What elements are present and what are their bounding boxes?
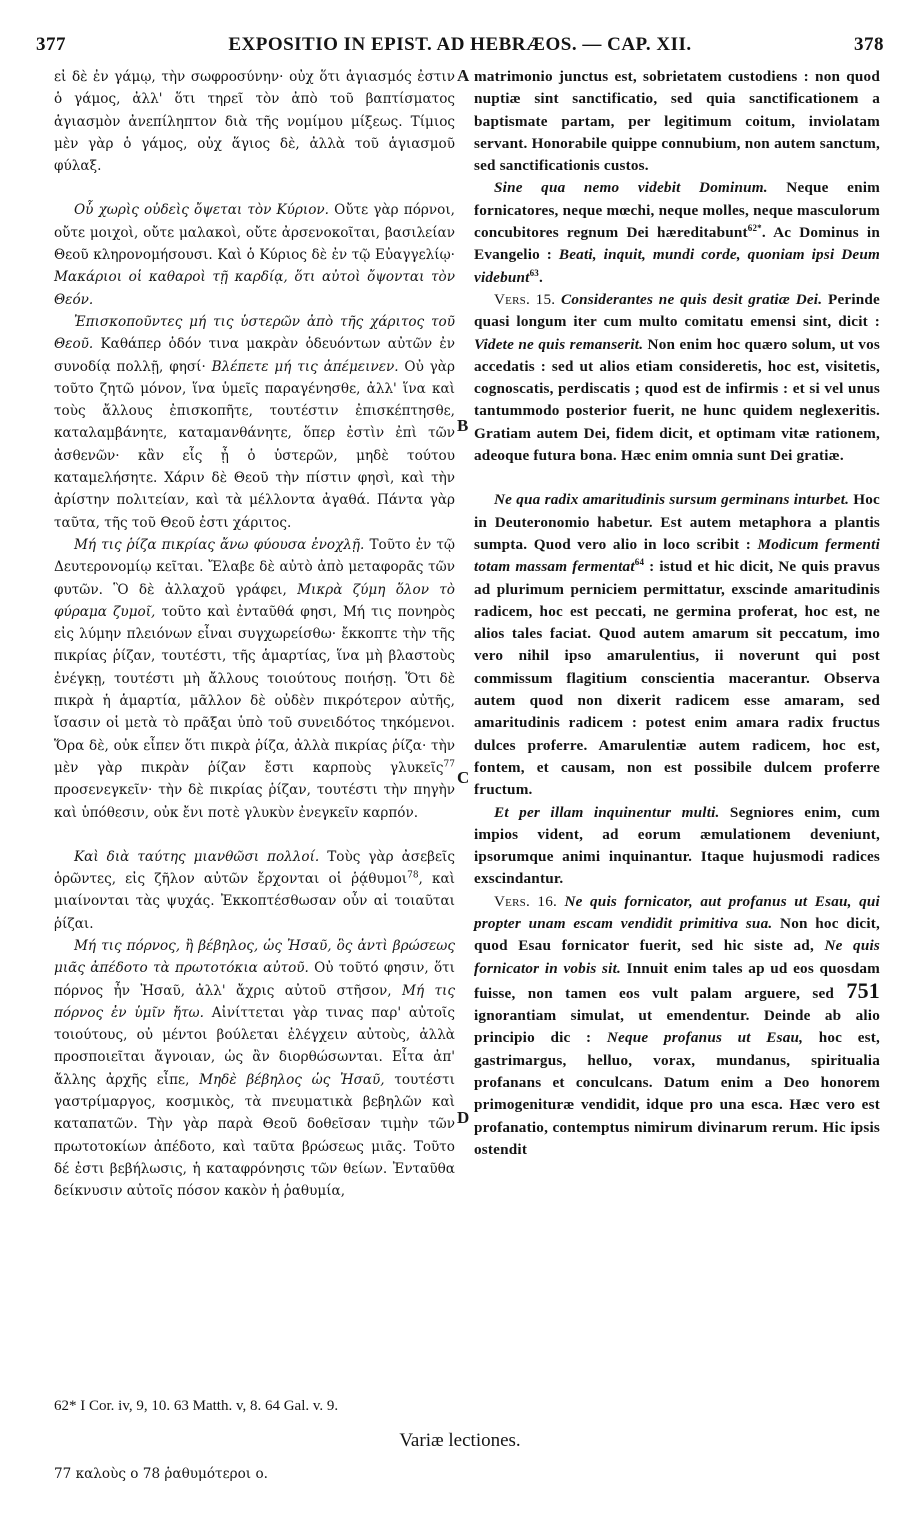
- latin-quote: Ne quis fornicator in vobis sit.: [474, 937, 880, 977]
- greek-paragraph: [54, 935, 455, 1203]
- latin-text: .: [539, 268, 544, 286]
- footnote-ref: 77: [443, 759, 455, 770]
- page-header: [36, 34, 884, 62]
- footnote-ref: 64: [634, 557, 645, 568]
- greek-text: Τοῦτο ἐν τῷ Δευτερονομίῳ κεῖται. Ἔλαβε δὲ αὐτὸ ἀπὸ μεταφορᾶς τῶν φυτῶν. Ὃ δὲ ἀλλαχοῦ γράφει,: [54, 536, 455, 598]
- greek-quote: Βλέπετε μή τις ἀπέμεινεν.: [211, 358, 399, 375]
- latin-quote: Videte ne quis remanserit.: [474, 335, 644, 353]
- greek-text: , καὶ μιαίνονται τὰς ψυχάς. Ἐκκοπτέσθωσαν οὖν αἱ τοιαῦται ῥίζαι.: [54, 871, 455, 932]
- footnote-ref: 78: [407, 870, 419, 881]
- greek-text: Τοὺς γὰρ ἀσεβεῖς ὁρῶντες, εἰς ζῆλον αὐτῶν ἔρχονται οἱ ῥᾴθυμοι: [54, 848, 455, 888]
- latin-text: Innuit enim tales ap ud eos quosdam fuisse, non tamen eos vult palam arguere, sed: [474, 959, 880, 1002]
- latin-text: . Ac Dominus in Evangelio :: [474, 224, 880, 264]
- greek-paragraph: [54, 534, 455, 824]
- margin-marker-b: B: [457, 416, 469, 435]
- verse-label: Vers. 15.: [494, 290, 556, 308]
- column-number: 751: [846, 977, 880, 1003]
- footnote-ref: 63: [529, 267, 540, 278]
- latin-lemma: Et per illam inquinentur multi.: [494, 803, 720, 821]
- greek-text: Οὐ τοῦτό φησιν, ὅτι πόρνος ἦν Ἠσαῦ, ἀλλ' ἄχρις αὐτοῦ στῆσον,: [54, 960, 455, 999]
- latin-text: Perinde quasi longum iter cum multo comitatu emensi sint, dicit :: [474, 290, 880, 331]
- greek-paragraph: [54, 199, 455, 310]
- latin-paragraph: [474, 177, 880, 288]
- greek-text: Οὔτε γὰρ πόρνοι, οὔτε μοιχοὶ, οὔτε μαλακοὶ, οὔτε ἀρσενοκοῖται, βασιλείαν Θεοῦ κληρονομήσουσι. Καὶ ὁ Κύριος δὲ ἐν τῷ Εὐαγγελίῳ·: [54, 202, 455, 264]
- latin-text: : istud et hic dicit, Ne quis pravus ad plurimum perniciem permittatur, exscinde amaritudinis radicem, hoc est peccati, ne germina proferat, hoc est, ne alios tales faciat. Quod autem amarum sit peccatum, imo vero nihil ipso amarulentius, ii noverunt qui post commissum flagitium conscientia macerantur. Observa autem quod non dixerit radicem esse amaram, sed amaritudinis radicem : potest enim amara radix fructus dulces proferre. Amarulentiæ autem radicem, hoc est, fontem, et causam, non est possibile dulcem proferre fructum.: [474, 558, 880, 799]
- latin-paragraph: matrimonio junctus est, sobrietatem custodiens : non quod nuptiæ sint sanctificatio, sed quia sanctificationem a baptismate partam, per legitimum coitum, inviolatam servant. Honorabile quippe connubium, non autem sanctum, sed sanctificationis custos.: [474, 68, 880, 175]
- greek-column: [54, 66, 455, 1203]
- latin-column: [474, 66, 880, 1161]
- latin-text: Non enim hoc quæro solum, ut vos accedatis : sed ut alios etiam consideretis, hoc est, visitetis, cognoscatis, perdiscatis ; quod est de infirmis : et si vel unus tantummodo posterior fuerit, ne hunc quidem neglexeritis. Gratiam autem Dei, fidem dicit, et optimam vitæ rationem, adeoque futura bona. Hæc enim omnia sunt Dei gratiæ.: [474, 335, 880, 465]
- latin-text: Segniores enim, cum impios vident, ad eorum æmulationem deveniunt, ipsorumque animi inquinantur. Itaque hujusmodi radices exscindantur.: [474, 803, 880, 888]
- footnotes: 62* I Cor. iv, 9, 10. 63 Matth. v, 8. 64 Gal. v. 9.: [54, 1398, 339, 1414]
- greek-paragraph: [54, 846, 455, 935]
- page-number-left: 377: [36, 34, 66, 55]
- greek-lemma: Καὶ διὰ ταύτης μιανθῶσι πολλοί.: [74, 848, 320, 865]
- latin-lemma: Considerantes ne quis desit gratiæ Dei.: [555, 290, 823, 308]
- latin-text: Hoc in Deuteronomio habetur. Est autem metaphora a plantis sumpta. Quod vero alio in loco scribit :: [474, 491, 880, 553]
- variae-lectiones-heading: Variæ lectiones.: [399, 1430, 521, 1451]
- margin-marker-c: C: [457, 768, 470, 787]
- greek-quote: Μακάριοι οἱ καθαροὶ τῇ καρδίᾳ, ὅτι αὐτοὶ ὄψονται τὸν Θεόν.: [54, 269, 455, 308]
- running-title: EXPOSITIO IN EPIST. AD HEBRÆOS. — CAP. XII.: [228, 34, 692, 55]
- greek-quote: Μηδὲ βέβηλος ὡς Ἠσαῦ,: [199, 1071, 385, 1088]
- greek-text: Αἰνίττεται γὰρ τινας παρ' αὐτοῖς τοιούτους, οὐ μέντοι βούλεται ἐλέγχειν αὐτοὺς, ἀλλὰ προσποιεῖται ἄγνοιαν, ὡς ἂν διορθώσωνται. Εἶτα ἀπ' ἄλλης ἀρχῆς εἶπε,: [54, 1004, 455, 1088]
- greek-lemma: Μή τις ῥίζα πικρίας ἄνω φύουσα ἐνοχλῇ.: [74, 536, 365, 553]
- variant-readings: 77 καλοὺς ο 78 ῥαθυμότεροι ο.: [54, 1466, 268, 1482]
- latin-lemma: Sine qua nemo videbit Dominum.: [494, 179, 768, 197]
- latin-lemma: Ne qua radix amaritudinis sursum germinans inturbet.: [494, 491, 850, 509]
- latin-paragraph: [474, 891, 880, 1162]
- latin-paragraph: [474, 489, 880, 801]
- greek-lemma: Ἐπισκοποῦντες μή τις ὑστερῶν ἀπὸ τῆς χάριτος τοῦ Θεοῦ.: [54, 313, 455, 353]
- footnote-ref: 62*: [747, 223, 762, 234]
- latin-text: ignorantiam simulat, ut emendentur. Deinde ab alio principio dic :: [474, 1007, 880, 1047]
- latin-text: hoc est, gastrimargus, helluo, vorax, mundanus, spiritualia profanans et conculcans. Datum enim a Deo honorem primogenituræ vendidit, idque pro una esca. Hæc vero est profanatio, contemptus nimirum divinarum rerum. Hic ipsis ostendit: [474, 1029, 881, 1158]
- greek-paragraph: εἰ δὲ ἐν γάμῳ, τὴν σωφροσύνην· οὐχ ὅτι ἁγιασμός ἐστιν ὁ γάμος, ἀλλ' ὅτι τηρεῖ τὸν ἀπὸ τοῦ βαπτίσματος ἁγιασμὸν ἀνεπίληπτον διὰ τῆς νομίμου μίξεως. Τίμιος μὲν γὰρ ὁ γάμος, οὐχ ἅγιος δὲ, ἀλλὰ τοῦ ἁγιασμοῦ φύλαξ.: [54, 69, 455, 175]
- verse-label: Vers. 16.: [494, 892, 557, 910]
- latin-text: Neque enim fornicatores, neque mœchi, neque molles, neque masculorum concubitores regnum Dei hæreditabunt: [474, 179, 880, 242]
- greek-lemma: Οὗ χωρὶς οὐδεὶς ὄψεται τὸν Κύριον.: [74, 202, 330, 219]
- greek-text: προσενεγκεῖν· τὴν δὲ πικρίας ῥίζαν, τουτέστι τὴν πηγὴν καὶ ὑπόθεσιν, οὐκ ἔνι ποτὲ γλυκὺν ἐνεγκεῖν καρπόν.: [54, 782, 455, 821]
- latin-lemma: Ne quis fornicator, aut profanus ut Esau, qui propter unam escam vendidit primitiva sua.: [474, 892, 880, 932]
- margin-marker-d: D: [457, 1108, 470, 1127]
- latin-paragraph: [474, 802, 880, 891]
- greek-text: τοῦτο καὶ ἐνταῦθά φησι, Μή τις πονηρὸς εἰς λύμην πλειόνων εἶναι συγχωρείσθω· ἔκκοπτε τὴν τῆς πικρίας ῥίζαν, τουτέστι, τῆς ἁμαρτίας, ἵνα μὴ βλαστοὺς ἐνέγκῃ, τουτέστι μὴ ἄλλους τοιούτους ποιήσῃ. Ὅτι δὲ πικρὰ ἡ ἁμαρτία, μᾶλλον δὲ οὐδὲν πικρότερον αὐτῆς, ἴσασιν οἱ μετὰ τὸ πρᾶξαι ὑπὸ τοῦ συνειδότος τηκόμενοι. Ὅρα δὲ, οὐκ εἶπεν ὅτι πικρὰ ῥίζα, ἀλλὰ πικρίας ῥίζα· τὴν μὲν γὰρ πικρὰν ῥίζαν ἔστι καρποὺς γλυκεῖς: [54, 603, 456, 776]
- page-number-right: 378: [854, 34, 884, 55]
- latin-quote: Modicum fermenti totam massam fermentat: [474, 535, 880, 576]
- latin-paragraph: [474, 289, 880, 467]
- latin-quote: Neque profanus ut Esau,: [606, 1029, 804, 1047]
- greek-paragraph: [54, 311, 455, 534]
- margin-marker-a: A: [457, 66, 470, 85]
- greek-quote: Μικρὰ ζύμη ὅλον τὸ φύραμα ζυμοῖ,: [54, 581, 455, 620]
- latin-quote: Beati, inquit, mundi corde, quoniam ipsi Deum videbunt: [474, 246, 880, 286]
- greek-text: Οὐ γὰρ τοῦτο ζητῶ μόνον, ἵνα ὑμεῖς παραγένησθε, ἀλλ' ἵνα καὶ τοὺς ἄλλους ἐπισκοπῆτε, τουτέστιν ἐπισκέπτησθε, καταλαμβάνητε, καταμανθάνητε, ὅπερ ἐστὶν ἐπὶ τῶν ἀσθενῶν· κἂν εἷς ᾖ ὁ ὑστερῶν, μηδὲ τούτου καταμελήσητε. Χάριν δὲ Θεοῦ τὴν πίστιν φησὶ, καὶ τὴν ἀρίστην πολιτείαν, καὶ τὰ μέλλοντα ἀγαθά. Πάντα γὰρ ταῦτα, τῆς τοῦ Θεοῦ ἐστι χάριτος.: [54, 358, 455, 531]
- greek-quote: Μή τις πόρνος ἐν ὑμῖν ἤτω.: [54, 982, 455, 1021]
- greek-text: τουτέστι γαστρίμαργος, κοσμικὸς, τὰ πνευματικὰ βεβηλῶν καὶ καταπατῶν. Τὴν γὰρ παρὰ Θεοῦ δοθεῖσαν τιμὴν τῶν πρωτοτοκίων ἀπέδοτο, καὶ ταῦτα βρώσεως μιᾶς. Τοῦτο δέ ἐστι βεβήλωσις, ἡ καταφρόνησις τῶν θείων. Ἐνταῦθα δείκνυσιν αὐτοῖς πόσον κακὸν ἡ ῥαθυμία,: [54, 1071, 456, 1200]
- latin-text: Non hoc dicit, quod Esau fornicator fuerit, sed hic siste ad,: [474, 914, 880, 955]
- greek-lemma: Μή τις πόρνος, ἢ βέβηλος, ὡς Ἠσαῦ, ὃς ἀντὶ βρώσεως μιᾶς ἀπέδοτο τὰ πρωτοτόκια αὐτοῦ.: [54, 937, 455, 977]
- greek-text: Καθάπερ ὁδόν τινα μακρὰν ὁδευόντων αὐτῶν ἐν συνοδίᾳ πολλῇ, φησί·: [54, 336, 455, 375]
